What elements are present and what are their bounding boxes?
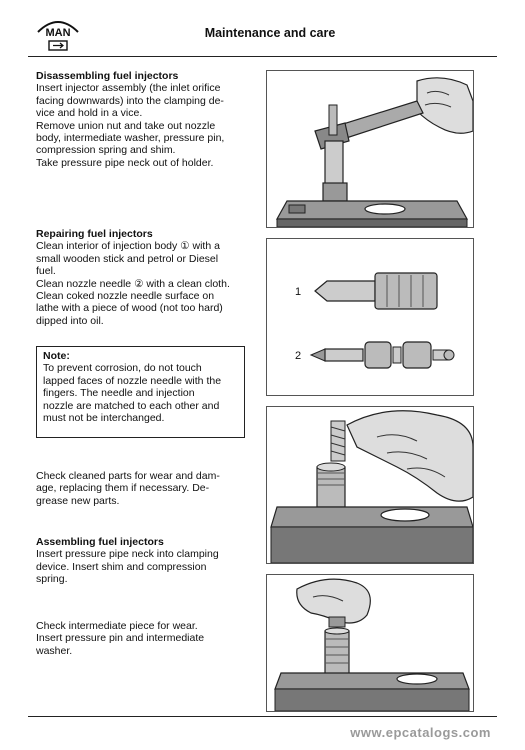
disassembling-heading: Disassembling fuel injectors (36, 70, 179, 82)
figure-parts (266, 238, 474, 396)
text-line: Clean nozzle needle ② with a clean cloth. (36, 277, 230, 290)
repairing-section (36, 228, 260, 327)
text-line: fuel. (36, 265, 56, 278)
text-line: age, replacing them if necessary. De- (36, 482, 210, 495)
text-line: device. Insert shim and compression (36, 560, 207, 573)
page-title: Maintenance and care (204, 26, 336, 40)
text-line: Take pressure pipe neck out of holder. (36, 156, 214, 169)
header-divider (28, 56, 497, 57)
check-section (36, 470, 260, 507)
note-box (36, 346, 245, 438)
disassembling-section (36, 70, 260, 169)
text-line: To prevent corrosion, do not touch (43, 362, 202, 375)
figure-disassembly (266, 70, 474, 228)
part-1-label: 1 (295, 286, 302, 298)
text-line: fingers. The needle and injection (43, 387, 195, 400)
text-line: compression spring and shim. (36, 144, 176, 157)
text-line: grease new parts. (36, 494, 120, 507)
note-heading: Note: (43, 350, 70, 362)
text-line: vice and hold in a vice. (36, 107, 143, 120)
text-line: dipped into oil. (36, 314, 104, 327)
text-line: small wooden stick and petrol or Diesel (36, 252, 219, 265)
text-line: Insert injector assembly (the inlet orifice (36, 82, 221, 95)
repairing-heading: Repairing fuel injectors (36, 228, 153, 240)
text-line: must not be interchanged. (43, 412, 165, 425)
text-line: lathe with a piece of wood (not too hard) (36, 302, 223, 315)
man-logo (36, 14, 80, 54)
text-line: washer. (36, 644, 73, 657)
part-2-label: 2 (295, 350, 302, 362)
intermediate-section (36, 620, 260, 657)
footer-divider (28, 716, 497, 717)
text-line: Check cleaned parts for wear and dam- (36, 470, 220, 482)
text-line: Clean coked nozzle needle surface on (36, 290, 215, 303)
figure-intermediate (266, 574, 474, 712)
assembling-section (36, 536, 260, 586)
text-line: lapped faces of nozzle needle with the (43, 374, 222, 387)
text-line: nozzle are matched to each other and (43, 399, 220, 412)
text-line: facing downwards) into the clamping de- (36, 94, 224, 107)
text-line: Insert pressure pin and intermediate (36, 632, 205, 645)
text-line: Remove union nut and take out nozzle (36, 119, 216, 132)
text-line: spring. (36, 573, 68, 586)
assembling-heading: Assembling fuel injectors (36, 536, 164, 548)
text-line: Clean interior of injection body ① with a (36, 240, 220, 253)
figure-insert-spring (266, 406, 474, 564)
text-line: body, intermediate washer, pressure pin, (36, 132, 225, 145)
text-line: Check intermediate piece for wear. (36, 620, 198, 632)
text-line: Insert pressure pipe neck into clamping (36, 548, 219, 561)
watermark: www.epcatalogs.com (350, 725, 491, 740)
logo-text: MAN (45, 27, 71, 39)
